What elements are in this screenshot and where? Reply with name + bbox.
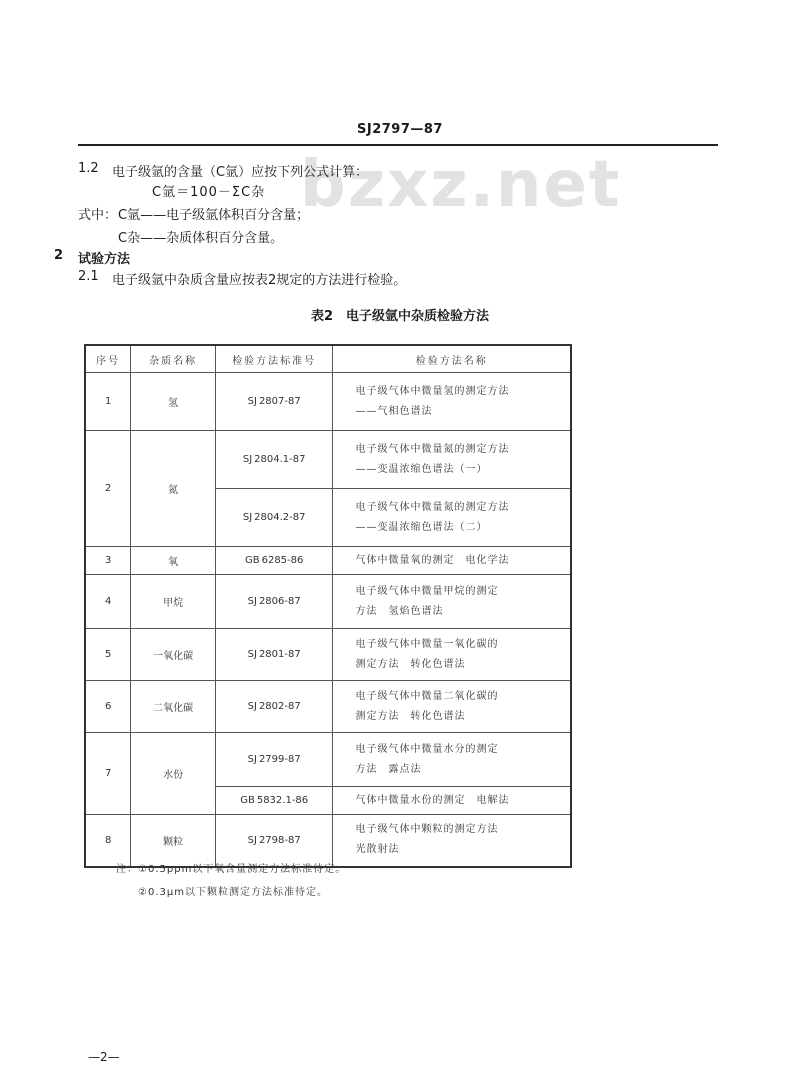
col-header-no: 序号 — [85, 345, 131, 373]
row-number: 2 — [85, 431, 131, 547]
method-line-2: 测定方法 转化色谱法 — [355, 658, 466, 670]
method-name — [333, 681, 571, 733]
standard-number — [215, 547, 333, 575]
standard-prefix: SJ — [242, 512, 253, 523]
method-line-2: 方法 氢焰色谱法 — [355, 605, 444, 617]
definition-argon: C氩——电子级氩体积百分含量； — [118, 208, 310, 223]
table-caption: 表2 电子级氩中杂质检验方法 — [310, 309, 490, 324]
method-line-1: 电子级气体中微量二氧化碳的 — [355, 690, 499, 702]
watermark: bzxz.net — [300, 148, 622, 222]
method-name — [333, 733, 571, 787]
standard-prefix: SJ — [242, 454, 253, 465]
impurity-name: 二氧化碳 — [131, 681, 216, 733]
method-name — [333, 547, 571, 575]
table-row — [85, 547, 571, 575]
impurity-name: 氢 — [131, 373, 216, 431]
method-name — [333, 373, 571, 431]
method-line-1: 气体中微量水份的测定 电解法 — [355, 794, 510, 806]
impurity-name: 水份 — [131, 733, 216, 815]
method-line-1: 气体中微量氧的测定 电化学法 — [355, 554, 510, 566]
method-name — [333, 489, 571, 547]
method-name — [333, 431, 571, 489]
standard-number — [215, 815, 333, 867]
standard-prefix: GB — [240, 795, 255, 806]
standard-prefix: SJ — [247, 396, 257, 407]
impurity-name: 氧 — [131, 547, 216, 575]
row-number: 5 — [85, 629, 131, 681]
method-line-1: 电子级气体中微量氢的测定方法 — [355, 385, 510, 397]
standard-number — [215, 629, 333, 681]
standard-prefix: SJ — [247, 701, 257, 712]
col-header-standard: 检验方法标准号 — [215, 345, 333, 373]
formula: C氩＝100－ΣC杂 — [152, 185, 266, 200]
row-number: 3 — [85, 547, 131, 575]
note-2: ②0.3μm以下颗粒测定方法标准待定。 — [138, 887, 328, 898]
section-2-number: 2 — [54, 248, 64, 263]
method-line-2: ——变温浓缩色谱法（一） — [355, 463, 488, 475]
standard-code: 2807-87 — [258, 396, 301, 407]
table-row — [85, 629, 571, 681]
method-line-1: 电子级气体中微量氮的测定方法 — [355, 443, 510, 455]
standard-code: 6285-86 — [261, 555, 304, 566]
standard-code: 2801-87 — [258, 649, 301, 660]
section-1-2-text: 电子级氩的含量（C氩）应按下列公式计算： — [112, 165, 369, 180]
standard-number — [215, 575, 333, 629]
standard-code: 5832.1-86 — [256, 795, 309, 806]
note-1: 注：①0.5ppm以下氧含量测定方法标准待定。 — [116, 864, 347, 875]
standard-number — [215, 431, 333, 489]
section-2-title: 试验方法 — [78, 252, 131, 267]
method-line-1: 电子级气体中微量一氧化碳的 — [355, 638, 499, 650]
standard-code: 2799-87 — [258, 754, 301, 765]
method-line-1: 电子级气体中微量氮的测定方法 — [355, 501, 510, 513]
section-2-1-text: 电子级氩中杂质含量应按表2规定的方法进行检验。 — [112, 273, 407, 288]
method-name — [333, 787, 571, 815]
definition-impurity: C杂——杂质体积百分含量。 — [118, 231, 284, 246]
row-number: 6 — [85, 681, 131, 733]
impurity-name: 甲烷 — [131, 575, 216, 629]
section-1-2-number: 1.2 — [78, 161, 99, 176]
row-number: 8 — [85, 815, 131, 867]
impurity-methods-table — [84, 344, 572, 868]
method-line-1: 电子级气体中颗粒的测定方法 — [355, 824, 499, 836]
method-name — [333, 575, 571, 629]
standard-code: 2798-87 — [258, 834, 301, 846]
standard-code: 2804.1-87 — [254, 454, 306, 465]
impurity-name: 颗粒 — [131, 815, 216, 867]
row-number: 7 — [85, 733, 131, 815]
section-2-1-number: 2.1 — [78, 269, 99, 284]
table-row — [85, 681, 571, 733]
method-line-2: 方法 露点法 — [355, 763, 422, 775]
standard-number — [215, 681, 333, 733]
standard-prefix: SJ — [247, 834, 257, 846]
standard-number — [215, 489, 333, 547]
standard-prefix: SJ — [247, 596, 257, 607]
impurity-name: 氮 — [131, 431, 216, 547]
method-line-2: ——变温浓缩色谱法（二） — [355, 521, 488, 533]
standard-code: 2806-87 — [258, 596, 301, 607]
table-row — [85, 575, 571, 629]
standard-prefix: SJ — [247, 649, 257, 660]
method-name — [333, 629, 571, 681]
header-divider — [78, 144, 718, 146]
where-label: 式中： — [78, 208, 118, 223]
standard-code: 2804.2-87 — [254, 512, 306, 523]
page-number: —2— — [88, 1050, 120, 1064]
table-row — [85, 431, 571, 489]
table-row — [85, 815, 571, 867]
col-header-impurity: 杂质名称 — [131, 345, 216, 373]
standard-number — [215, 373, 333, 431]
table-row — [85, 373, 571, 431]
standard-number — [215, 787, 333, 815]
method-name — [333, 815, 571, 867]
impurity-name: 一氧化碳 — [131, 629, 216, 681]
standard-prefix: GB — [244, 555, 260, 566]
method-line-1: 电子级气体中微量水分的测定 — [355, 743, 499, 755]
row-number: 4 — [85, 575, 131, 629]
method-line-2: 光散射法 — [355, 844, 400, 856]
method-line-1: 电子级气体中微量甲烷的测定 — [355, 585, 499, 597]
col-header-method: 检验方法名称 — [333, 345, 571, 373]
row-number: 1 — [85, 373, 131, 431]
table-row — [85, 733, 571, 787]
standard-number — [215, 733, 333, 787]
method-line-2: 测定方法 转化色谱法 — [355, 710, 466, 722]
table-header-row — [85, 345, 571, 373]
method-line-2: ——气相色谱法 — [355, 405, 433, 417]
standard-code: 2802-87 — [258, 701, 301, 712]
document-code: SJ2797—87 — [357, 122, 443, 137]
standard-prefix: SJ — [247, 754, 257, 765]
